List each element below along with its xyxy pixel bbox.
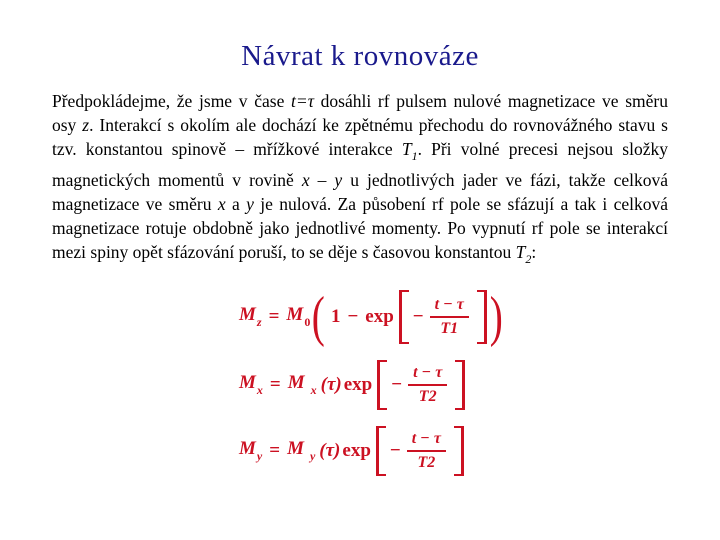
formula-my: [237, 423, 720, 479]
equals-sign: =: [269, 440, 281, 461]
exp-label: exp: [343, 374, 373, 395]
close-paren: ): [489, 286, 503, 348]
one: 1: [330, 306, 341, 327]
open-paren: (: [312, 286, 326, 348]
negative-sign: −: [391, 374, 403, 395]
minus-sign: −: [347, 306, 359, 327]
exp-label: exp: [342, 440, 371, 461]
fraction: [407, 430, 446, 472]
paragraph-segment: . Při volné precesi nejsou složky magnetických momentů v rovině: [52, 139, 669, 190]
fraction-numerator: t − τ: [407, 430, 446, 452]
fraction-numerator: t − τ: [408, 364, 447, 386]
paragraph-segment: dosáhli rf pulsem nulové magnetizace ve směru osy: [52, 91, 668, 135]
fraction-denominator: T2: [418, 388, 437, 405]
equals-sign: =: [269, 374, 281, 395]
paragraph-segment: a: [225, 194, 247, 214]
paragraph-segment: T: [401, 139, 412, 159]
equals-sign: =: [268, 306, 280, 327]
right-bracket: [454, 426, 464, 476]
paragraph-segment: T: [515, 242, 526, 262]
formula-mx: [237, 357, 720, 413]
paragraph-segment: x: [301, 170, 310, 190]
negative-sign: −: [412, 306, 424, 327]
formula-mx-rhs: M $_x$: [287, 372, 317, 397]
paragraph-segment: t: [291, 91, 296, 111]
tau-argument: (τ): [320, 374, 342, 395]
paragraph-segment: y: [334, 170, 343, 190]
formula-mx-lhs: $M_x$: [239, 372, 263, 397]
paragraph-segment: =τ: [295, 91, 314, 111]
right-bracket: [455, 360, 465, 410]
tau-argument: (τ): [319, 440, 341, 461]
formula-block: [0, 287, 720, 479]
right-bracket: [477, 290, 487, 344]
formula-mz-m0: $M_0$: [286, 304, 311, 329]
slide-title: Návrat k rovnováze: [241, 40, 479, 72]
formula-mz: [237, 287, 720, 347]
paragraph-segment: je nulová. Za působení rf pole se sfázují a tak i celková magnetizace rotuje obdobně jako jednotlivé momenty. Po vypnutí rf pole se interakcí mezi spiny opět sfázování poruší, to se děje s časovou konstantou: [52, 194, 668, 262]
formula-my-rhs: M $_y$: [287, 438, 316, 463]
paragraph-segment: u jednotlivých jader ve fázi, takže celková magnetizace ve směru: [52, 170, 669, 214]
left-bracket: [399, 290, 409, 344]
fraction: [430, 296, 469, 338]
formula-mz-lhs: $M_z$: [239, 304, 262, 329]
fraction-numerator: t − τ: [430, 296, 469, 318]
negative-sign: −: [389, 440, 401, 461]
left-bracket: [376, 426, 386, 476]
paragraph-segment: y: [246, 194, 254, 214]
body-paragraph: [52, 89, 668, 271]
formula-my-lhs: $M_y$: [239, 438, 263, 463]
fraction: [408, 364, 447, 406]
paragraph-segment: Předpokládejme, že jsme v čase: [52, 91, 292, 111]
paragraph-segment: . Interakcí s okolím ale dochází ke zpětnému přechodu do rovnovážného stavu s tzv. konstantou spinově – mřížkové interakce: [52, 115, 668, 159]
paragraph-segment: :: [531, 242, 537, 262]
left-bracket: [377, 360, 387, 410]
exp-label: exp: [365, 306, 394, 327]
paragraph-segment: x: [217, 194, 226, 214]
fraction-denominator: T1: [440, 320, 459, 337]
paragraph-segment: –: [309, 170, 335, 190]
paragraph-segment: 2: [525, 252, 532, 266]
paragraph-segment: 1: [411, 149, 418, 163]
fraction-denominator: T2: [417, 454, 436, 471]
paragraph-segment: z: [82, 115, 90, 135]
